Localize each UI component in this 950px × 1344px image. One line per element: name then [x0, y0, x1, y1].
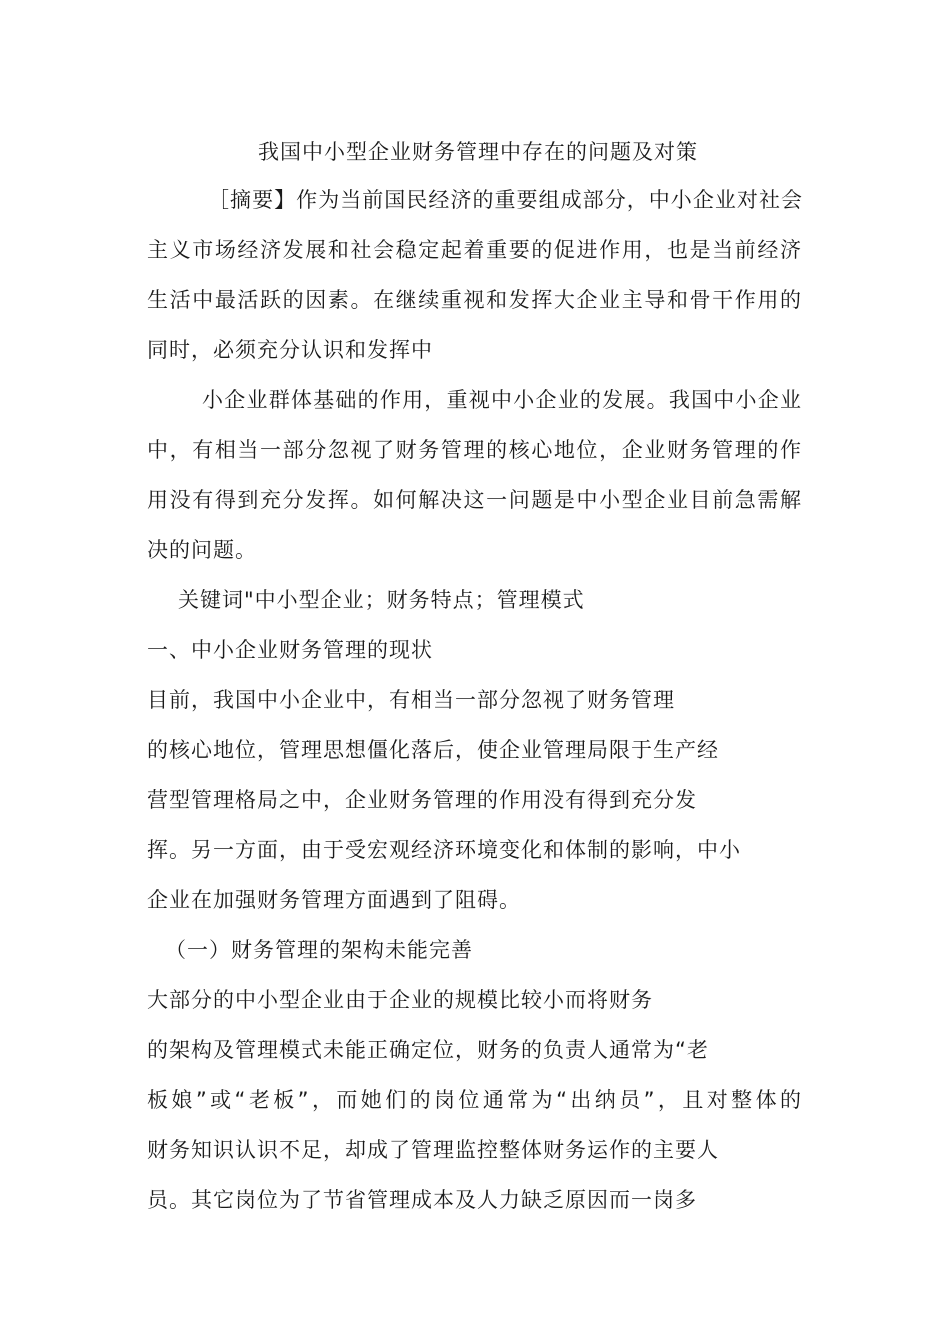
subsection-line: 板娘”或“老板”，而她们的岗位通常为“出纳员”，且对整体的: [147, 1088, 802, 1112]
section-line: 挥。另一方面，由于受宏观经济环境变化和体制的影响，中小: [147, 838, 741, 862]
document-title: 我国中小型企业财务管理中存在的问题及对策: [258, 140, 698, 164]
section-line: 企业在加强财务管理方面遇到了阻碍。: [147, 888, 521, 912]
subsection-line: 大部分的中小型企业由于企业的规模比较小而将财务: [147, 988, 653, 1012]
keywords-line: 关键词"中小型企业；财务特点；管理模式: [178, 588, 585, 612]
subsection-line: 财务知识认识不足，却成了管理监控整体财务运作的主要人: [147, 1138, 719, 1162]
subsection-heading: （一）财务管理的架构未能完善: [165, 938, 473, 962]
section-heading: 一、中小企业财务管理的现状: [147, 638, 433, 662]
paragraph-line: 小企业群体基础的作用，重视中小企业的发展。我国中小企业: [202, 388, 802, 412]
abstract-line: 主义市场经济发展和社会稳定起着重要的促进作用，也是当前经济: [147, 238, 802, 262]
subsection-line: 的架构及管理模式未能正确定位，财务的负责人通常为“老: [147, 1038, 709, 1062]
abstract-line: 生活中最活跃的因素。在继续重视和发挥大企业主导和骨干作用的: [147, 288, 802, 312]
section-line: 的核心地位，管理思想僵化落后，使企业管理局限于生产经: [147, 738, 719, 762]
abstract-line: 同时，必须充分认识和发挥中: [147, 338, 433, 362]
subsection-line: 员。其它岗位为了节省管理成本及人力缺乏原因而一岗多: [147, 1188, 697, 1212]
paragraph-line: 用没有得到充分发挥。如何解决这一问题是中小型企业目前急需解: [147, 488, 802, 512]
section-line: 营型管理格局之中，企业财务管理的作用没有得到充分发: [147, 788, 697, 812]
paragraph-line: 决的问题。: [147, 538, 257, 562]
section-line: 目前，我国中小企业中，有相当一部分忽视了财务管理: [147, 688, 675, 712]
paragraph-line: 中，有相当一部分忽视了财务管理的核心地位，企业财务管理的作: [147, 438, 802, 462]
abstract-line: ［摘要】作为当前国民经济的重要组成部分，中小企业对社会: [208, 188, 803, 212]
